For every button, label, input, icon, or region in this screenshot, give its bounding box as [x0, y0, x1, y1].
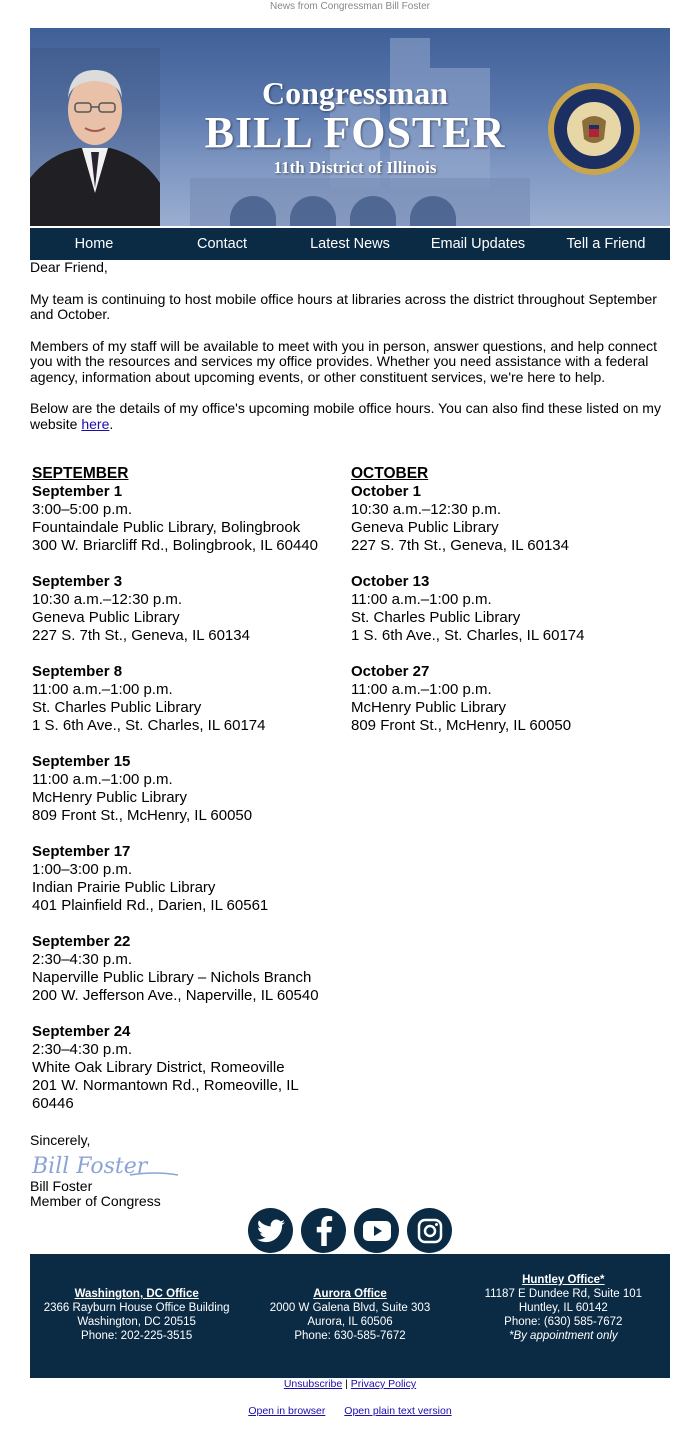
youtube-icon[interactable]	[354, 1208, 399, 1253]
event-place: Naperville Public Library – Nichols Branch	[32, 969, 312, 986]
plain-text-link[interactable]: Open plain text version	[344, 1405, 452, 1417]
event-place: St. Charles Public Library	[32, 699, 202, 716]
appointment-note: *By appointment only	[508, 1330, 618, 1342]
event-date: September 17	[32, 843, 131, 860]
event-entry	[32, 573, 344, 645]
handwritten-signature	[30, 1151, 180, 1179]
office-washington: Washington, DC Office 2366 Rayburn House Office Building Washington, DC 20515 Phone: 202-225-3515	[30, 1254, 243, 1378]
event-date: October 27	[351, 663, 430, 680]
october-heading: OCTOBER	[351, 465, 429, 482]
letter-body	[30, 260, 670, 448]
event-entry	[351, 573, 663, 645]
facebook-icon[interactable]	[301, 1208, 346, 1253]
event-place: Geneva Public Library	[351, 519, 499, 536]
event-time: 10:30 a.m.–12:30 p.m.	[32, 591, 183, 608]
event-address: 401 Plainfield Rd., Darien, IL 60561	[32, 897, 269, 914]
event-entry	[32, 663, 344, 735]
house-seal-icon	[546, 81, 642, 177]
event-date: October 13	[351, 573, 430, 590]
nav-latest-news[interactable]: Latest News	[310, 236, 390, 252]
october-column	[351, 465, 663, 753]
event-place: McHenry Public Library	[351, 699, 507, 716]
sincerely-text: Sincerely,	[30, 1132, 91, 1148]
banner-line-congressman: Congressman	[261, 75, 449, 111]
nav-email-updates[interactable]: Email Updates	[430, 236, 526, 252]
event-date: September 24	[32, 1023, 131, 1040]
event-time: 11:00 a.m.–1:00 p.m.	[351, 681, 492, 698]
event-time: 1:00–3:00 p.m.	[32, 861, 133, 878]
september-column	[32, 465, 344, 1131]
office-title[interactable]: Aurora Office	[313, 1288, 387, 1300]
event-place: McHenry Public Library	[32, 789, 188, 806]
privacy-policy-link[interactable]: Privacy Policy	[350, 1378, 417, 1390]
event-time: 3:00–5:00 p.m.	[32, 501, 133, 518]
nav-home[interactable]: Home	[74, 236, 114, 252]
paragraph-3: Below are the details of my office's upcoming mobile office hours. You can also find these listed on my website here.	[30, 400, 661, 432]
office-title[interactable]: Huntley Office*	[522, 1274, 605, 1286]
twitter-icon[interactable]	[248, 1208, 293, 1253]
event-entry	[32, 843, 344, 915]
event-address: 200 W. Jefferson Ave., Naperville, IL 60540	[32, 987, 319, 1004]
nav-contact[interactable]: Contact	[197, 236, 247, 252]
event-date: September 22	[32, 933, 131, 950]
event-time: 11:00 a.m.–1:00 p.m.	[351, 591, 492, 608]
event-place: White Oak Library District, Romeoville	[32, 1059, 285, 1076]
event-entry	[32, 753, 344, 825]
view-links	[0, 1405, 700, 1417]
event-entry	[32, 933, 344, 1005]
office-aurora: Aurora Office 2000 W Galena Blvd, Suite 303 Aurora, IL 60506 Phone: 630-585-7672	[243, 1254, 456, 1378]
event-address: 1 S. 6th Ave., St. Charles, IL 60174	[351, 627, 585, 644]
website-here-link[interactable]: here	[81, 415, 110, 432]
paragraph-2: Members of my staff will be available to meet with you in person, answer questions, and help connect you with the resources and services my office provides. Whether you need assistance with a federal agency, information about upcoming events, or other constituent services, we're here to help.	[30, 337, 657, 385]
signer-title: Member of Congress	[30, 1193, 161, 1209]
event-place: Fountaindale Public Library, Bolingbrook	[32, 519, 301, 536]
event-address: 809 Front St., McHenry, IL 60050	[32, 807, 253, 824]
event-address: 809 Front St., McHenry, IL 60050	[351, 717, 572, 734]
office-footer	[30, 1254, 670, 1378]
event-date: September 1	[32, 483, 123, 500]
event-entry	[351, 663, 663, 735]
event-entry	[351, 483, 663, 555]
event-date: September 15	[32, 753, 131, 770]
paragraph-1: My team is continuing to host mobile office hours at libraries across the district throughout September and October.	[30, 290, 657, 322]
september-heading: SEPTEMBER	[32, 465, 129, 482]
nav-tell-a-friend[interactable]: Tell a Friend	[566, 236, 646, 252]
signer-name: Bill Foster	[30, 1177, 93, 1194]
event-address: 227 S. 7th St., Geneva, IL 60134	[32, 627, 250, 644]
congressman-portrait	[30, 48, 160, 226]
event-time: 11:00 a.m.–1:00 p.m.	[32, 771, 173, 788]
event-time: 2:30–4:30 p.m.	[32, 951, 133, 968]
signature-block	[30, 1133, 180, 1210]
footer-links: Unsubscribe | Privacy Policy	[283, 1378, 417, 1390]
top-navigation	[30, 228, 670, 260]
event-address: 300 W. Briarcliff Rd., Bolingbrook, IL 60440	[32, 537, 318, 554]
unsubscribe-link[interactable]: Unsubscribe	[283, 1378, 343, 1390]
greeting: Dear Friend,	[30, 259, 108, 275]
banner-line-name: BILL FOSTER	[204, 108, 506, 157]
event-time: 10:30 a.m.–12:30 p.m.	[351, 501, 502, 518]
svg-text:Bill Foster: Bill Foster	[32, 1153, 148, 1179]
event-time: 2:30–4:30 p.m.	[32, 1041, 133, 1058]
event-place: St. Charles Public Library	[351, 609, 521, 626]
open-in-browser-link[interactable]: Open in browser	[248, 1405, 326, 1417]
header-banner	[30, 28, 670, 226]
office-huntley: Huntley Office* 11187 E Dundee Rd, Suite 101 Huntley, IL 60142 Phone: (630) 585-7672 *By appointment only	[457, 1254, 670, 1378]
event-place: Indian Prairie Public Library	[32, 879, 216, 896]
event-date: September 3	[32, 573, 123, 590]
preheader: News from Congressman Bill Foster	[269, 1, 431, 12]
office-title[interactable]: Washington, DC Office	[74, 1288, 199, 1300]
event-date: October 1	[351, 483, 422, 500]
banner-line-district: 11th District of Illinois	[273, 158, 437, 177]
event-address: 1 S. 6th Ave., St. Charles, IL 60174	[32, 717, 266, 734]
social-icons	[248, 1208, 452, 1253]
instagram-icon[interactable]	[407, 1208, 452, 1253]
event-entry	[32, 483, 344, 555]
event-address: 227 S. 7th St., Geneva, IL 60134	[351, 537, 569, 554]
event-time: 11:00 a.m.–1:00 p.m.	[32, 681, 173, 698]
event-address: 201 W. Normantown Rd., Romeoville, IL 60446	[32, 1077, 299, 1112]
event-place: Geneva Public Library	[32, 609, 180, 626]
event-entry	[32, 1023, 344, 1113]
event-date: September 8	[32, 663, 123, 680]
